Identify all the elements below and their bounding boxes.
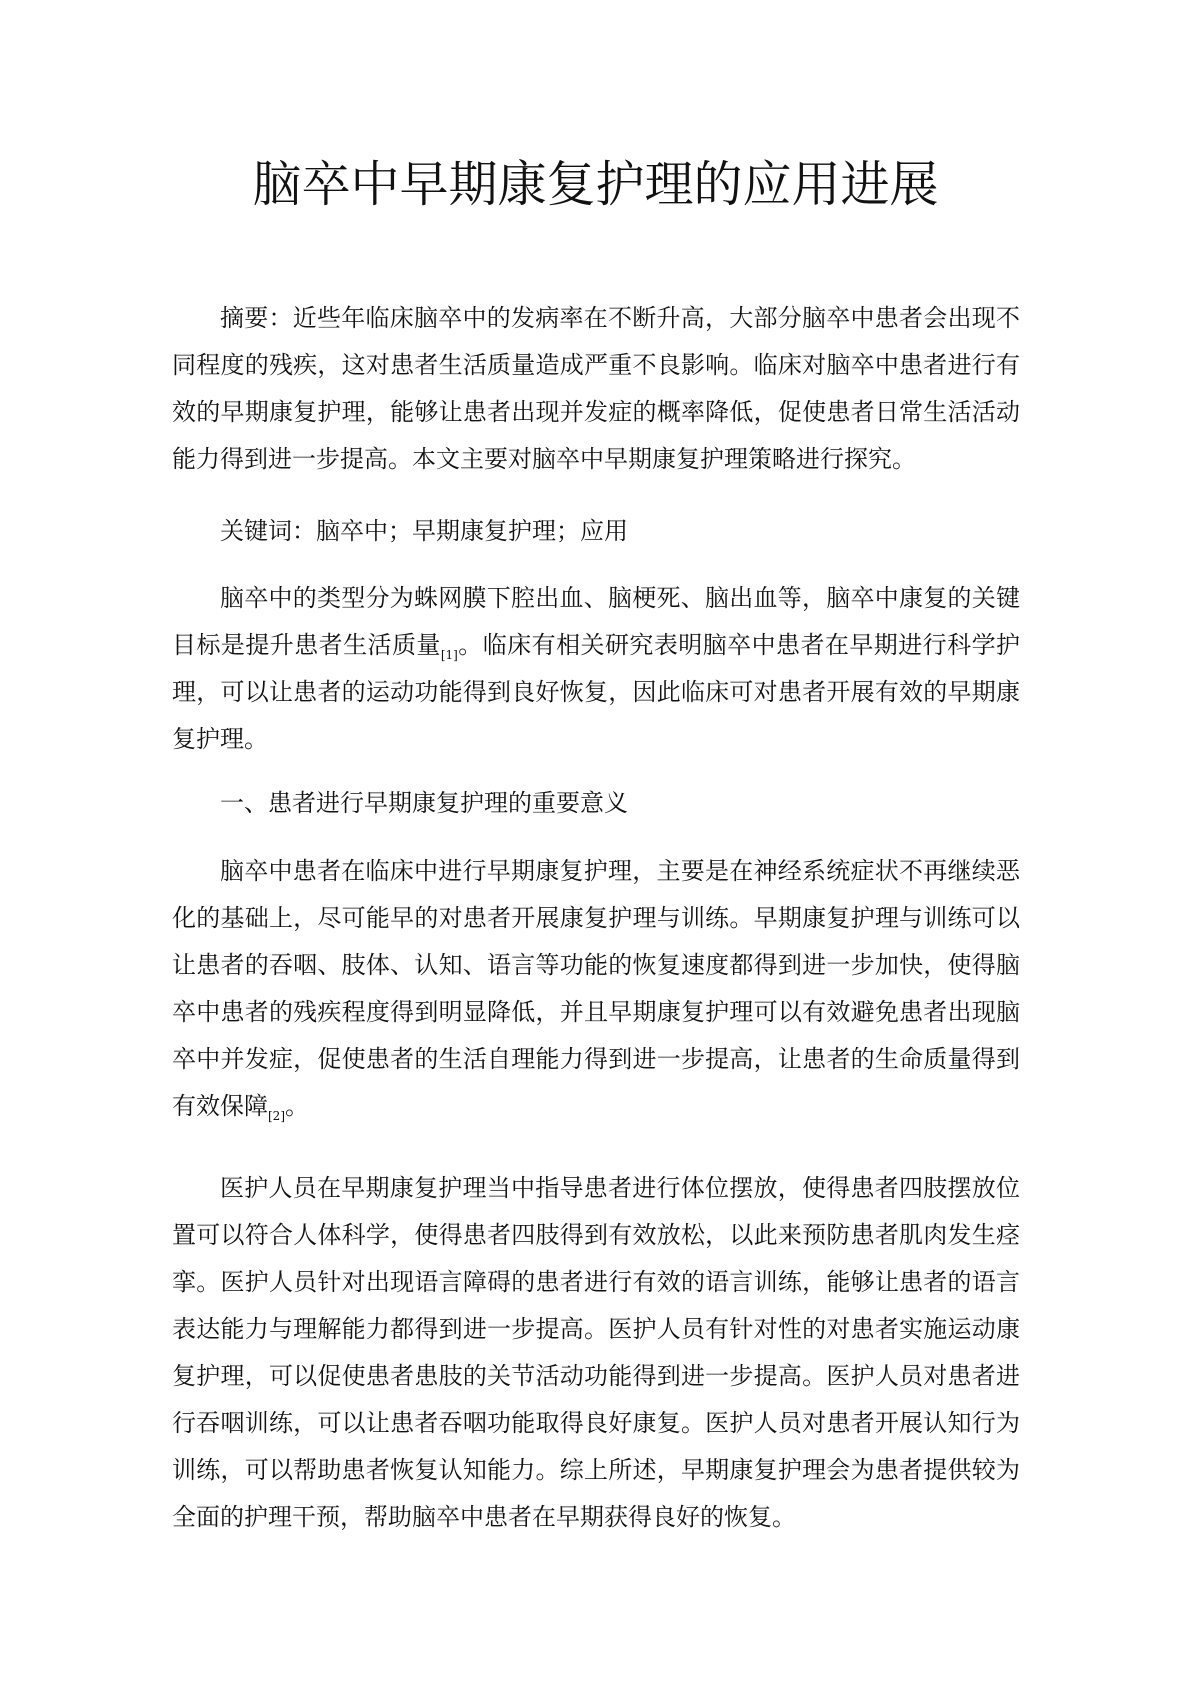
intro-paragraph <box>172 575 1020 763</box>
section1-paragraph-1 <box>172 848 1020 1130</box>
citation-marker: [1] <box>440 648 458 662</box>
keywords-paragraph: 关键词：脑卒中；早期康复护理；应用 <box>220 517 628 545</box>
abstract-paragraph: 摘要：近些年临床脑卒中的发病率在不断升高，大部分脑卒中患者会出现不同程度的残疾，这对患者生活质量造成严重不良影响。临床对脑卒中患者进行有效的早期康复护理，能够让患者出现并发症的概率降低，促使患者日常生活活动能力得到进一步提高。本文主要对脑卒中早期康复护理策略进行探究。 <box>172 304 1020 473</box>
document-title: 脑卒中早期康复护理的应用进展 <box>252 156 939 213</box>
intro-text-part1: 脑卒中的类型分为蛛网膜下腔出血、脑梗死、脑出血等，脑卒中康复的关键目标是提升患者生活质量 <box>172 584 1020 659</box>
section1-p1-text-part2: 。 <box>285 1092 309 1120</box>
citation-marker: [2] <box>268 1109 285 1123</box>
section1-paragraph-2: 医护人员在早期康复护理当中指导患者进行体位摆放，使得患者四肢摆放位置可以符合人体科学，使得患者四肢得到有效放松，以此来预防患者肌肉发生痉挛。医护人员针对出现语言障碍的患者进行有效的语言训练，能够让患者的语言表达能力与理解能力都得到进一步提高。医护人员有针对性的对患者实施运动康复护理，可以促使患者患肢的关节活动功能得到进一步提高。医护人员对患者进行吞咽训练，可以让患者吞咽功能取得良好康复。医护人员对患者开展认知行为训练，可以帮助患者恢复认知能力。综上所述，早期康复护理会为患者提供较为全面的护理干预，帮助脑卒中患者在早期获得良好的恢复。 <box>172 1174 1020 1531</box>
section-heading: 一、患者进行早期康复护理的重要意义 <box>220 789 628 817</box>
section1-p1-text-part1: 脑卒中患者在临床中进行早期康复护理，主要是在神经系统症状不再继续恶化的基础上，尽可能早的对患者开展康复护理与训练。早期康复护理与训练可以让患者的吞咽、肢体、认知、语言等功能的恢复速度都得到进一步加快，使得脑卒中患者的残疾程度得到明显降低，并且早期康复护理可以有效避免患者出现脑卒中并发症，促使患者的生活自理能力得到进一步提高，让患者的生命质量得到有效保障 <box>172 857 1020 1120</box>
intro-text-part2: 。临床有相关研究表明脑卒中患者在早期进行科学护理，可以让患者的运动功能得到良好恢复，因此临床可对患者开展有效的早期康复护理。 <box>172 631 1021 753</box>
